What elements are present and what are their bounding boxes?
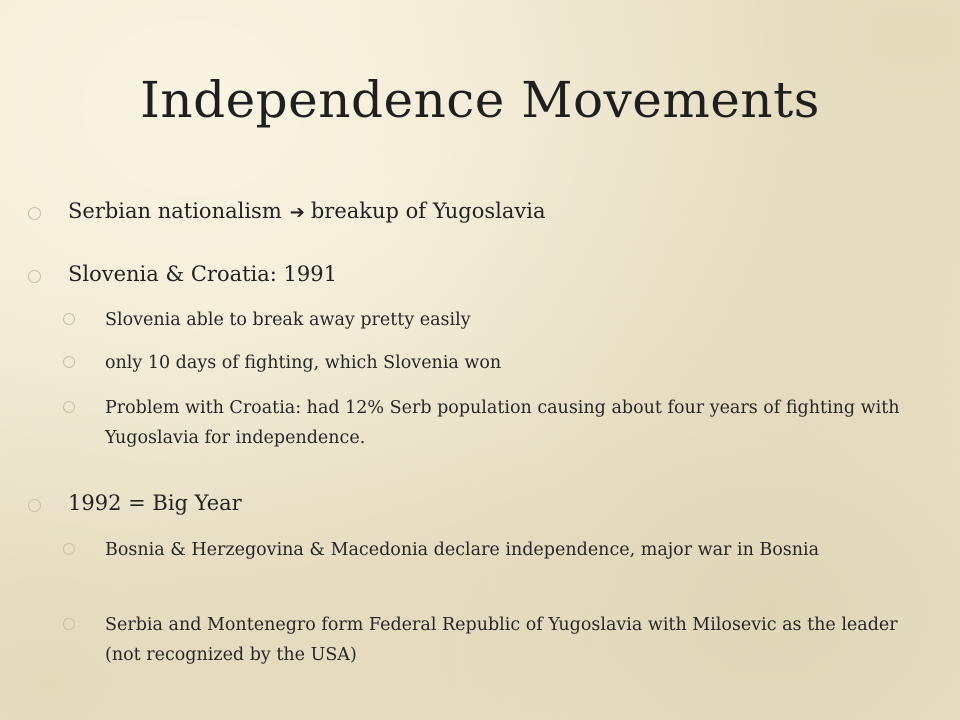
sub-bullet-circle-icon: [63, 543, 75, 555]
sub-bullet: [63, 305, 905, 335]
sub-bullet-circle-icon: [63, 618, 75, 630]
slide-title: Independence Movements: [140, 71, 820, 129]
bullet-text: [68, 197, 546, 227]
bullet-serbian-nationalism: [28, 197, 546, 227]
sub-bullet-circle-icon: [63, 401, 75, 413]
sub-bullet: [63, 348, 905, 378]
sub-bullet: [63, 535, 905, 565]
bullet-text-after: breakup of Yugoslavia: [310, 199, 546, 223]
bullet-text: 1992 = Big Year: [68, 491, 242, 515]
arrow-right-icon: ➔: [289, 202, 305, 223]
bullet-circle-icon: [28, 499, 41, 512]
sub-bullet-text: Serbia and Montenegro form Federal Republic of Yugoslavia with Milosevic as the leader (not recognized by the USA): [105, 615, 898, 665]
bullet-1992: [28, 489, 242, 518]
sub-bullet: [63, 610, 905, 670]
sub-bullet: [63, 393, 905, 453]
sub-bullet-text: Bosnia & Herzegovina & Macedonia declare independence, major war in Bosnia: [105, 540, 820, 560]
sub-bullet-text: Slovenia able to break away pretty easily: [105, 310, 471, 330]
sub-bullet-text: Problem with Croatia: had 12% Serb population causing about four years of fighting with Yugoslavia for independence.: [105, 398, 900, 448]
sub-bullet-circle-icon: [63, 313, 75, 325]
bullet-circle-icon: [28, 207, 41, 220]
bullet-slovenia-croatia: [28, 260, 337, 289]
sub-bullet-circle-icon: [63, 356, 75, 368]
bullet-text-before: Serbian nationalism: [68, 199, 282, 223]
bullet-text: Slovenia & Croatia: 1991: [68, 262, 337, 286]
sub-bullet-text: only 10 days of fighting, which Slovenia won: [105, 353, 502, 373]
bullet-circle-icon: [28, 270, 41, 283]
